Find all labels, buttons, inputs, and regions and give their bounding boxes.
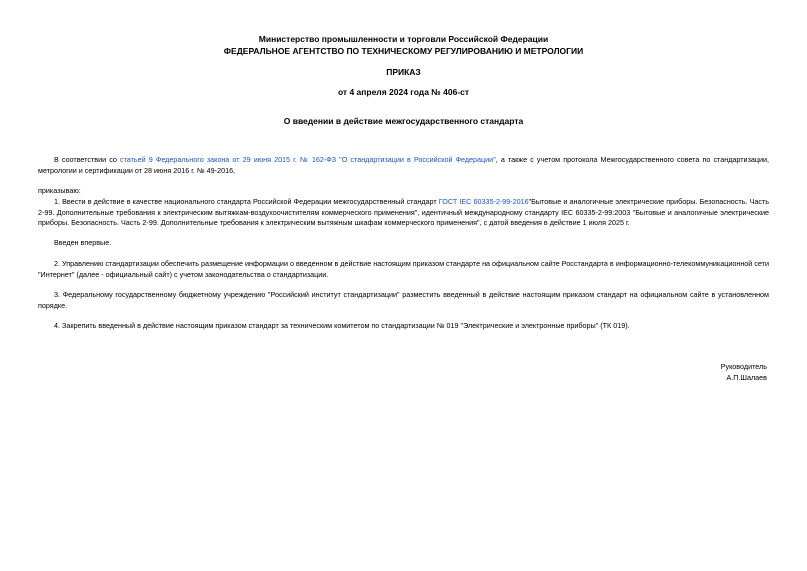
order-date-number: от 4 апреля 2024 года № 406-ст <box>337 87 470 97</box>
signature-title: Руководитель <box>720 362 767 371</box>
order-subject: О введении в действие межгосударственного стандарта <box>283 116 524 126</box>
agency-title: ФЕДЕРАЛЬНОЕ АГЕНТСТВО ПО ТЕХНИЧЕСКОМУ РЕГУЛИРОВАНИЮ И МЕТРОЛОГИИ <box>223 46 584 56</box>
federal-law-link[interactable]: статьей 9 Федерального закона от 29 июня 2015 г. № 162-ФЗ "О стандартизации в Российской Федерации" <box>120 155 496 164</box>
item-2-paragraph: 2. Управлению стандартизации обеспечить размещение информации о введенном в действие настоящим приказом стандарте на официальном сайте Росстандарта в информационно-телекоммуникационной сети "Интернет" (далее - официальный сайт) с учетом законодательства о стандартизации. <box>38 259 769 279</box>
item-1-suffix: "Бытовые и аналогичные электрические приборы. Безопасность. Часть 2-99. Дополнительные требования к электрическим вытяжкам-воздухоочистителям коммерческого применения", идентичный международному стандарту IEC 60335-2-99:2003 "Бытовые и аналогичные электрические приборы. Безопасность. Часть 2-99. Дополнительные требования к электрическим вытяжным шкафам коммерческого применения", с датой введения в действие 1 июля 2025 г. <box>38 197 769 227</box>
item-4-paragraph: 4. Закрепить введенный в действие настоящим приказом стандарт за техническим комитетом по стандартизации № 019 "Электрические и электронные приборы" (ТК 019). <box>54 321 630 330</box>
first-time-note: Введен впервые. <box>54 238 112 247</box>
item-1-paragraph <box>38 197 769 229</box>
item-1-prefix: 1. Ввести в действие в качестве национального стандарта Российской Федерации межгосударственный стандарт <box>54 197 439 206</box>
gost-standard-link[interactable]: ГОСТ IEC 60335-2-99-2016 <box>438 197 529 206</box>
ministry-title: Министерство промышленности и торговли Российской Федерации <box>258 34 549 44</box>
item-3-paragraph: 3. Федеральному государственному бюджетному учреждению "Российский институт стандартизации" разместить введенный в действие настоящим приказом стандарт на официальном сайте в установленном порядке. <box>38 290 769 310</box>
doc-type-title: ПРИКАЗ <box>386 67 421 77</box>
signature-name: А.П.Шалаев <box>726 373 767 382</box>
preamble-suffix: , а также с учетом протокола Межгосударственного совета по стандартизации, метрологии и сертификации от 28 июня 2016 г. № 49-2016, <box>38 155 770 175</box>
order-word: приказываю: <box>38 186 81 195</box>
preamble-paragraph <box>38 155 769 176</box>
preamble-prefix: В соответствии со <box>54 155 120 164</box>
